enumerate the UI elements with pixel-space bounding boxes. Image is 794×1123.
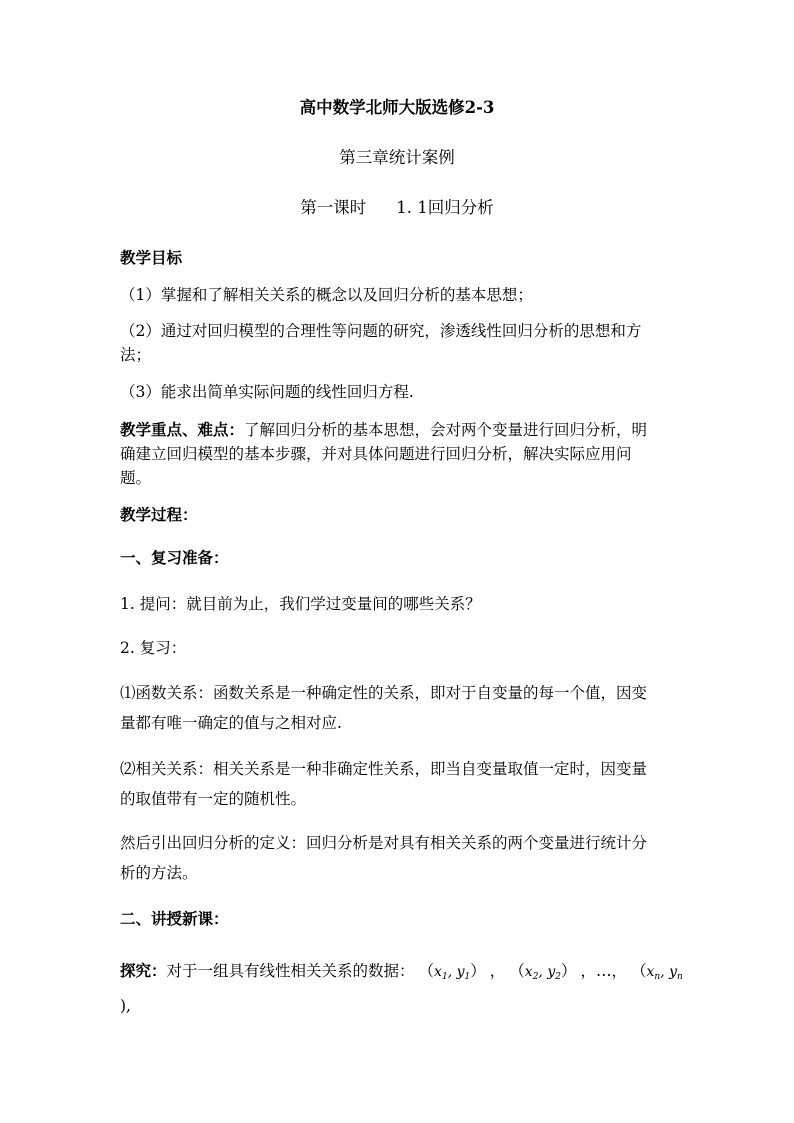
review-question-1: 1. 提问：就目前为止，我们学过变量间的哪些关系？ [120,595,481,613]
keypoints-line-3: 题。 [120,469,152,487]
correlation-line-2: 的取值带有一定的随机性。 [120,790,307,808]
explore-label: 探究： [120,961,167,980]
regression-definition-line-2: 析的方法。 [120,864,198,882]
objective-item-2: （2）通过对回归模型的合理性等问题的研究，渗透线性回归分析的思想和方 [120,322,642,340]
correlation-line-1: ⑵相关关系：相关关系是一种非确定性关系，即当自变量取值一定时，因变量 [120,760,648,778]
function-relation-line-2: 量都有唯一确定的值与之相对应. [120,714,342,732]
objectives-heading: 教学目标 [120,248,183,267]
review-heading: 一、复习准备： [120,548,229,567]
lesson-period: 第一课时 [300,198,367,217]
explore-text: 对于一组具有线性相关关系的数据： [166,962,415,980]
process-heading: 教学过程： [120,505,198,524]
ellipsis: ，…， [580,962,627,980]
data-pair-2: （$x_2$, $y_2$） [509,962,577,982]
objective-item-3: （3）能求出简单实际问题的线性回归方程. [120,383,414,401]
review-question-2: 2. 复习： [120,639,187,657]
pair-separator: ， [489,962,506,980]
data-pair-n: （$x_n$, $y_n$ [631,962,683,982]
lesson-title [0,197,794,219]
objective-item-2-cont: 法； [120,346,152,364]
keypoints-text-1: 了解回归分析的基本思想，会对两个变量进行回归分析，明 [244,421,648,439]
function-relation-line-1: ⑴函数关系：函数关系是一种确定性的关系，即对于自变量的每一个值，因变 [120,684,648,702]
new-lesson-heading: 二、讲授新课： [120,909,229,928]
explore-line-tail: ), [120,997,131,1015]
data-pair-1: （$x_1$, $y_1$） [418,962,486,982]
chapter-title: 第三章统计案例 [339,148,455,167]
objective-item-1: （1）掌握和了解相关关系的概念以及回归分析的基本思想； [120,286,533,304]
lesson-topic: 1. 1回归分析 [396,198,494,217]
keypoints-label: 教学重点、难点： [120,420,245,439]
regression-definition-line-1: 然后引出回归分析的定义：回归分析是对具有相关关系的两个变量进行统计分 [120,834,648,852]
explore-line [120,958,683,990]
keypoints-line-1 [120,417,680,443]
document-title: 高中数学北师大版选修2-3 [299,98,495,117]
keypoints-line-2: 确建立回归模型的基本步骤，并对具体问题进行回归分析，解决实际应用问 [120,445,632,463]
